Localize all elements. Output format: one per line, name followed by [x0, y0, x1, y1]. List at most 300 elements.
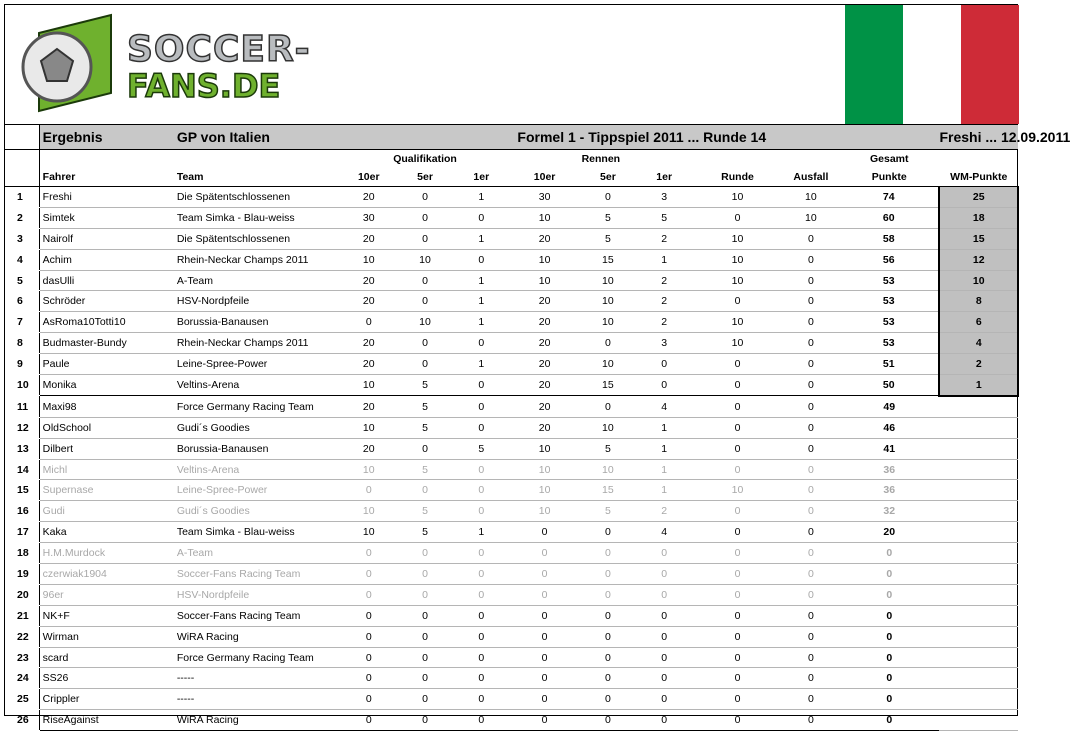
quali-5er: 5: [397, 396, 453, 417]
quali-1er: 5: [453, 438, 509, 459]
ausfall-points: 0: [783, 710, 839, 731]
wm-points: [939, 501, 1018, 522]
team-name: Soccer-Fans Racing Team: [174, 605, 341, 626]
runde-points: 0: [692, 626, 782, 647]
race-10er: 20: [509, 228, 579, 249]
race-5er: 0: [580, 710, 636, 731]
rank-number: 7: [5, 312, 39, 333]
quali-1er: 0: [453, 417, 509, 438]
group-gesamt: Gesamt: [869, 153, 909, 165]
table-row: [5, 207, 1018, 228]
ausfall-points: 0: [783, 459, 839, 480]
ausfall-points: 0: [783, 543, 839, 564]
wm-points: 1: [939, 375, 1018, 396]
group-rennen: Rennen: [581, 153, 621, 165]
col-runde: Runde: [692, 168, 782, 187]
ausfall-points: 0: [783, 270, 839, 291]
team-name: Force Germany Racing Team: [174, 396, 341, 417]
team-name: HSV-Nordpfeile: [174, 291, 341, 312]
race-5er: 10: [580, 270, 636, 291]
race-5er: 0: [580, 543, 636, 564]
quali-5er: 0: [397, 228, 453, 249]
rank-number: 20: [5, 584, 39, 605]
team-name: Die Spätentschlossenen: [174, 187, 341, 208]
race-10er: 20: [509, 396, 579, 417]
total-points: 50: [839, 375, 939, 396]
table-row: [5, 354, 1018, 375]
col-wm-punkte: WM-Punkte: [939, 168, 1018, 187]
quali-10er: 0: [341, 543, 397, 564]
race-1er: 2: [636, 291, 692, 312]
rank-number: 15: [5, 480, 39, 501]
race-1er: 1: [636, 417, 692, 438]
race-5er: 0: [580, 522, 636, 543]
col-q1: 1er: [453, 168, 509, 187]
race-1er: 0: [636, 626, 692, 647]
team-name: Leine-Spree-Power: [174, 480, 341, 501]
quali-1er: 0: [453, 459, 509, 480]
quali-1er: 0: [453, 207, 509, 228]
race-5er: 0: [580, 564, 636, 585]
runde-points: 0: [692, 668, 782, 689]
race-1er: 2: [636, 270, 692, 291]
rank-number: 26: [5, 710, 39, 731]
runde-points: 0: [692, 396, 782, 417]
quali-5er: 0: [397, 480, 453, 501]
column-header-row: [5, 168, 1018, 187]
driver-name: Kaka: [39, 522, 174, 543]
race-1er: 2: [636, 501, 692, 522]
race-5er: 0: [580, 396, 636, 417]
rank-number: 19: [5, 564, 39, 585]
race-10er: 10: [509, 480, 579, 501]
wm-points: [939, 689, 1018, 710]
driver-name: czerwiak1904: [39, 564, 174, 585]
race-10er: 30: [509, 187, 579, 208]
quali-10er: 0: [341, 480, 397, 501]
rank-number: 11: [5, 396, 39, 417]
table-row: [5, 605, 1018, 626]
wm-points: [939, 459, 1018, 480]
runde-points: 0: [692, 438, 782, 459]
wm-points: [939, 626, 1018, 647]
driver-name: SS26: [39, 668, 174, 689]
rank-number: 22: [5, 626, 39, 647]
total-points: 0: [839, 584, 939, 605]
race-5er: 5: [580, 501, 636, 522]
ausfall-points: 0: [783, 480, 839, 501]
runde-points: 0: [692, 354, 782, 375]
wm-points: [939, 710, 1018, 731]
table-row: [5, 647, 1018, 668]
table-row: [5, 312, 1018, 333]
quali-10er: 10: [341, 249, 397, 270]
col-r1: 1er: [636, 168, 692, 187]
rank-number: 4: [5, 249, 39, 270]
flag-red-stripe: [961, 5, 1019, 124]
group-header-row: [5, 150, 1018, 169]
team-name: Veltins-Arena: [174, 459, 341, 480]
total-points: 41: [839, 438, 939, 459]
race-10er: 20: [509, 291, 579, 312]
table-row: [5, 543, 1018, 564]
team-name: Leine-Spree-Power: [174, 354, 341, 375]
ausfall-points: 0: [783, 522, 839, 543]
wm-points: 6: [939, 312, 1018, 333]
rank-number: 1: [5, 187, 39, 208]
rank-number: 16: [5, 501, 39, 522]
quali-5er: 5: [397, 417, 453, 438]
results-sheet: [4, 4, 1070, 727]
quali-5er: 0: [397, 605, 453, 626]
total-points: 46: [839, 417, 939, 438]
soccer-fans-logo: [19, 15, 311, 115]
quali-5er: 10: [397, 249, 453, 270]
wm-points: 18: [939, 207, 1018, 228]
quali-10er: 0: [341, 564, 397, 585]
logo-emblem-icon: [19, 15, 119, 115]
table-row: [5, 187, 1018, 208]
rank-number: 9: [5, 354, 39, 375]
quali-5er: 5: [397, 522, 453, 543]
ausfall-points: 0: [783, 333, 839, 354]
quali-1er: 0: [453, 396, 509, 417]
runde-points: 10: [692, 270, 782, 291]
quali-10er: 0: [341, 689, 397, 710]
quali-5er: 0: [397, 354, 453, 375]
team-name: Rhein-Neckar Champs 2011: [174, 333, 341, 354]
driver-name: OldSchool: [39, 417, 174, 438]
table-row: [5, 626, 1018, 647]
team-name: Die Spätentschlossenen: [174, 228, 341, 249]
quali-1er: 0: [453, 501, 509, 522]
runde-points: 0: [692, 522, 782, 543]
quali-10er: 0: [341, 584, 397, 605]
col-fahrer: Fahrer: [39, 168, 174, 187]
race-1er: 1: [636, 480, 692, 501]
runde-points: 0: [692, 647, 782, 668]
driver-name: Budmaster-Bundy: [39, 333, 174, 354]
table-row: [5, 438, 1018, 459]
quali-5er: 5: [397, 459, 453, 480]
ausfall-points: 0: [783, 689, 839, 710]
race-10er: 0: [509, 647, 579, 668]
quali-5er: 0: [397, 270, 453, 291]
wm-points: [939, 480, 1018, 501]
total-points: 53: [839, 270, 939, 291]
driver-name: Achim: [39, 249, 174, 270]
race-10er: 10: [509, 438, 579, 459]
quali-10er: 20: [341, 354, 397, 375]
ausfall-points: 0: [783, 228, 839, 249]
race-5er: 0: [580, 668, 636, 689]
rank-number: 18: [5, 543, 39, 564]
race-5er: 5: [580, 438, 636, 459]
quali-5er: 0: [397, 584, 453, 605]
runde-points: 0: [692, 564, 782, 585]
runde-points: 10: [692, 187, 782, 208]
driver-name: Simtek: [39, 207, 174, 228]
ausfall-points: 0: [783, 626, 839, 647]
runde-points: 0: [692, 689, 782, 710]
race-1er: 0: [636, 564, 692, 585]
quali-10er: 20: [341, 438, 397, 459]
race-1er: 3: [636, 187, 692, 208]
rank-number: 8: [5, 333, 39, 354]
quali-5er: 0: [397, 689, 453, 710]
race-5er: 10: [580, 417, 636, 438]
group-qualifikation: Qualifikation: [393, 153, 457, 165]
race-5er: 10: [580, 459, 636, 480]
quali-1er: 1: [453, 228, 509, 249]
quali-1er: 0: [453, 375, 509, 396]
flag-white-stripe: [903, 5, 961, 124]
runde-points: 0: [692, 605, 782, 626]
race-5er: 15: [580, 480, 636, 501]
race-5er: 10: [580, 291, 636, 312]
wm-points: [939, 647, 1018, 668]
quali-5er: 0: [397, 333, 453, 354]
table-row: [5, 584, 1018, 605]
ausfall-points: 0: [783, 668, 839, 689]
table-row: [5, 375, 1018, 396]
ausfall-points: 0: [783, 584, 839, 605]
race-10er: 20: [509, 312, 579, 333]
rank-number: 5: [5, 270, 39, 291]
race-10er: 0: [509, 605, 579, 626]
quali-10er: 10: [341, 459, 397, 480]
race-1er: 0: [636, 375, 692, 396]
total-points: 0: [839, 605, 939, 626]
runde-points: 10: [692, 249, 782, 270]
quali-10er: 0: [341, 312, 397, 333]
runde-points: 0: [692, 584, 782, 605]
table-row: [5, 689, 1018, 710]
race-10er: 20: [509, 333, 579, 354]
col-ausfall: Ausfall: [783, 168, 839, 187]
table-row: [5, 710, 1018, 731]
rank-number: 14: [5, 459, 39, 480]
race-10er: 10: [509, 270, 579, 291]
table-row: [5, 228, 1018, 249]
quali-10er: 20: [341, 270, 397, 291]
driver-name: Nairolf: [39, 228, 174, 249]
race-1er: 0: [636, 689, 692, 710]
table-row: [5, 459, 1018, 480]
race-5er: 0: [580, 187, 636, 208]
team-name: Force Germany Racing Team: [174, 647, 341, 668]
quali-1er: 1: [453, 270, 509, 291]
team-name: HSV-Nordpfeile: [174, 584, 341, 605]
total-points: 51: [839, 354, 939, 375]
runde-points: 0: [692, 501, 782, 522]
driver-name: scard: [39, 647, 174, 668]
quali-10er: 0: [341, 626, 397, 647]
quali-1er: 0: [453, 605, 509, 626]
race-5er: 15: [580, 375, 636, 396]
quali-1er: 1: [453, 187, 509, 208]
race-5er: 0: [580, 626, 636, 647]
rank-number: 6: [5, 291, 39, 312]
driver-name: Supernase: [39, 480, 174, 501]
race-1er: 0: [636, 647, 692, 668]
team-name: Rhein-Neckar Champs 2011: [174, 249, 341, 270]
quali-1er: 1: [453, 354, 509, 375]
table-row: [5, 270, 1018, 291]
race-10er: 0: [509, 668, 579, 689]
race-1er: 0: [636, 605, 692, 626]
quali-10er: 10: [341, 417, 397, 438]
team-name: Veltins-Arena: [174, 375, 341, 396]
race-1er: 3: [636, 333, 692, 354]
table-row: [5, 396, 1018, 417]
driver-name: Dilbert: [39, 438, 174, 459]
total-points: 0: [839, 689, 939, 710]
total-points: 0: [839, 543, 939, 564]
total-points: 60: [839, 207, 939, 228]
driver-name: Gudi: [39, 501, 174, 522]
flag-green-stripe: [845, 5, 903, 124]
total-points: 0: [839, 710, 939, 731]
team-name: Team Simka - Blau-weiss: [174, 522, 341, 543]
team-name: A-Team: [174, 270, 341, 291]
ausfall-points: 10: [783, 187, 839, 208]
total-points: 0: [839, 564, 939, 585]
total-points: 32: [839, 501, 939, 522]
wm-points: [939, 605, 1018, 626]
runde-points: 10: [692, 480, 782, 501]
total-points: 56: [839, 249, 939, 270]
race-10er: 20: [509, 354, 579, 375]
logo-text-soccer: SOCCER-: [127, 29, 311, 70]
ausfall-points: 0: [783, 375, 839, 396]
team-name: -----: [174, 668, 341, 689]
runde-points: 0: [692, 543, 782, 564]
race-1er: 0: [636, 543, 692, 564]
rank-number: 10: [5, 375, 39, 396]
table-row: [5, 249, 1018, 270]
race-10er: 0: [509, 564, 579, 585]
wm-points: [939, 564, 1018, 585]
runde-points: 0: [692, 459, 782, 480]
quali-5er: 10: [397, 312, 453, 333]
table-row: [5, 564, 1018, 585]
quali-1er: 0: [453, 480, 509, 501]
contest-title: Formel 1 - Tippspiel 2011 ... Runde 14: [509, 125, 839, 150]
quali-10er: 0: [341, 647, 397, 668]
wm-points: 15: [939, 228, 1018, 249]
quali-10er: 0: [341, 668, 397, 689]
driver-name: NK+F: [39, 605, 174, 626]
ausfall-points: 0: [783, 605, 839, 626]
race-5er: 15: [580, 249, 636, 270]
wm-points: 10: [939, 270, 1018, 291]
quali-1er: 0: [453, 710, 509, 731]
col-punkte: Punkte: [839, 168, 939, 187]
rank-number: 23: [5, 647, 39, 668]
quali-10er: 0: [341, 605, 397, 626]
author-date: Freshi ... 12.09.2011: [939, 125, 1018, 150]
team-name: Gudi´s Goodies: [174, 417, 341, 438]
total-points: 0: [839, 668, 939, 689]
table-row: [5, 501, 1018, 522]
race-10er: 20: [509, 417, 579, 438]
table-row: [5, 291, 1018, 312]
team-name: A-Team: [174, 543, 341, 564]
race-5er: 10: [580, 354, 636, 375]
runde-points: 0: [692, 710, 782, 731]
ergebnis-label: Ergebnis: [39, 125, 174, 150]
ausfall-points: 0: [783, 249, 839, 270]
runde-points: 0: [692, 207, 782, 228]
total-points: 0: [839, 626, 939, 647]
total-points: 0: [839, 647, 939, 668]
race-5er: 0: [580, 333, 636, 354]
driver-name: RiseAgainst: [39, 710, 174, 731]
team-name: Borussia-Banausen: [174, 312, 341, 333]
rank-number: 17: [5, 522, 39, 543]
race-5er: 10: [580, 312, 636, 333]
quali-5er: 5: [397, 375, 453, 396]
quali-1er: 0: [453, 564, 509, 585]
wm-points: [939, 543, 1018, 564]
quali-10er: 10: [341, 375, 397, 396]
rank-number: 12: [5, 417, 39, 438]
quali-5er: 5: [397, 501, 453, 522]
race-1er: 2: [636, 312, 692, 333]
quali-10er: 20: [341, 396, 397, 417]
quali-1er: 0: [453, 626, 509, 647]
ausfall-points: 0: [783, 354, 839, 375]
race-5er: 0: [580, 689, 636, 710]
total-points: 74: [839, 187, 939, 208]
driver-name: Monika: [39, 375, 174, 396]
race-5er: 0: [580, 584, 636, 605]
quali-1er: 1: [453, 291, 509, 312]
driver-name: dasUlli: [39, 270, 174, 291]
race-10er: 0: [509, 543, 579, 564]
col-q5: 5er: [397, 168, 453, 187]
wm-points: [939, 396, 1018, 417]
driver-name: 96er: [39, 584, 174, 605]
quali-1er: 0: [453, 543, 509, 564]
driver-name: Michl: [39, 459, 174, 480]
total-points: 36: [839, 459, 939, 480]
wm-points: 12: [939, 249, 1018, 270]
runde-points: 10: [692, 333, 782, 354]
quali-1er: 0: [453, 689, 509, 710]
driver-name: AsRoma10Totti10: [39, 312, 174, 333]
quali-1er: 0: [453, 333, 509, 354]
quali-10er: 20: [341, 291, 397, 312]
race-1er: 2: [636, 228, 692, 249]
quali-1er: 0: [453, 668, 509, 689]
team-name: -----: [174, 689, 341, 710]
ausfall-points: 0: [783, 647, 839, 668]
race-1er: 4: [636, 522, 692, 543]
driver-name: Schröder: [39, 291, 174, 312]
team-name: Gudi´s Goodies: [174, 501, 341, 522]
race-10er: 0: [509, 584, 579, 605]
quali-1er: 0: [453, 584, 509, 605]
ausfall-points: 0: [783, 438, 839, 459]
total-points: 53: [839, 333, 939, 354]
results-table: [5, 124, 1070, 731]
race-1er: 4: [636, 396, 692, 417]
driver-name: Freshi: [39, 187, 174, 208]
race-5er: 5: [580, 207, 636, 228]
wm-points: 8: [939, 291, 1018, 312]
